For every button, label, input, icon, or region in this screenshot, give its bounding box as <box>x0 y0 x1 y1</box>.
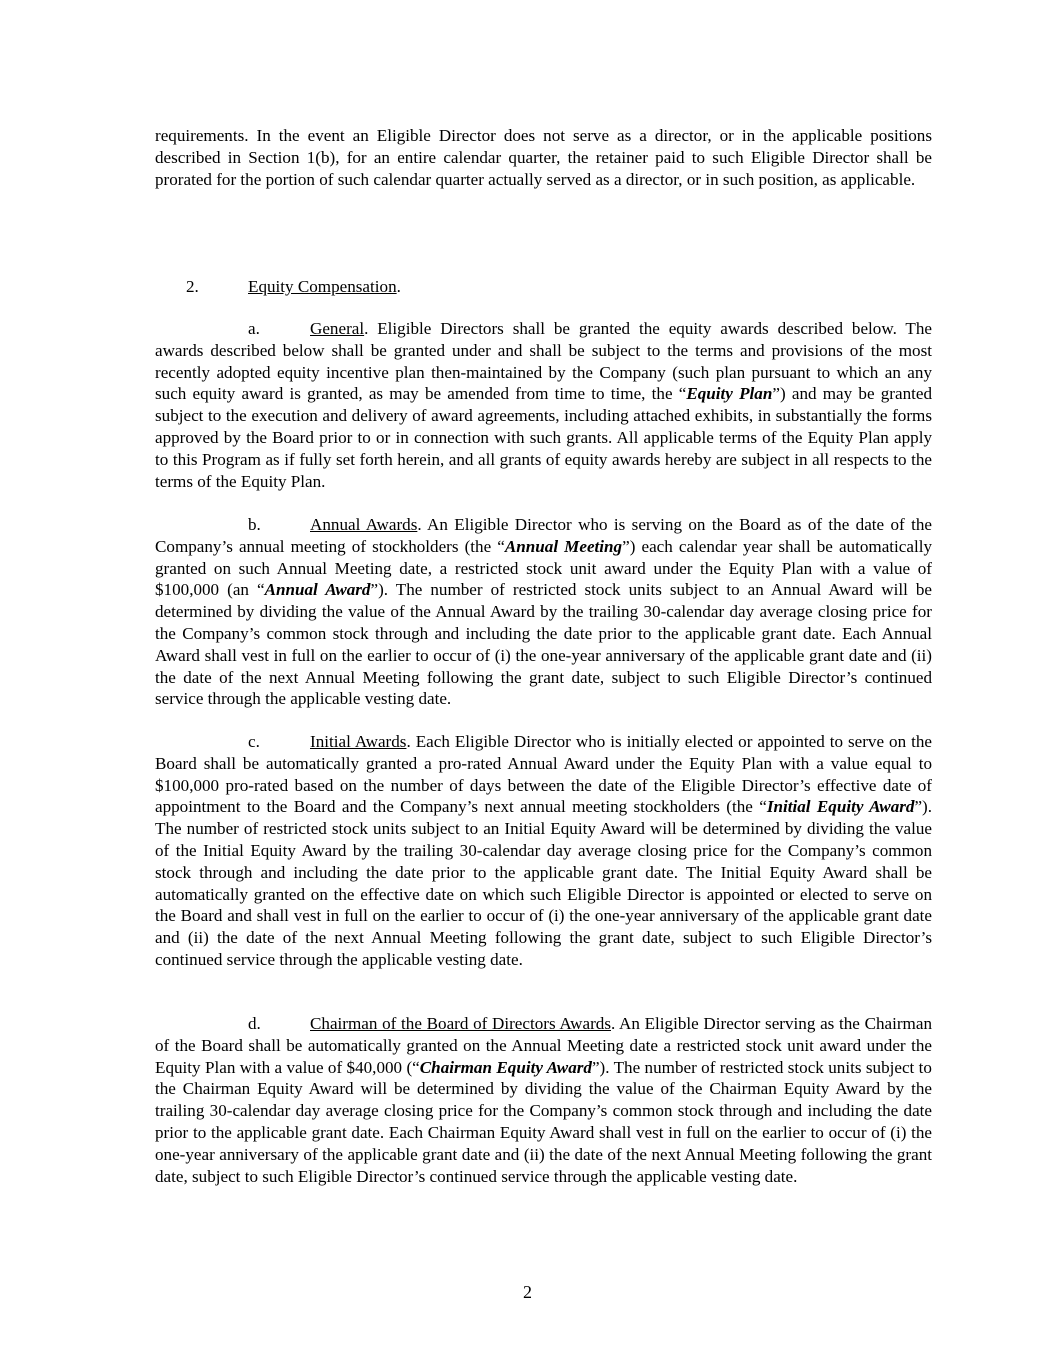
paragraph-a-letter: a. <box>248 319 260 338</box>
section-title-suffix: . <box>396 277 401 296</box>
paragraph-b-text-1: . An Eligible Director who is serving on the Board as of the date of the Company’s annual meeting of stockholders (the “ <box>155 515 932 556</box>
paragraph-d-text-2: ”). The number of restricted stock units subject to the Chairman Equity Award will be determined by dividing the value of the Chairman Equity Award by the trailing 30-calendar day average closing price for the Company’s common stock through and including the date prior to the applicable grant date. Each Chairman Equity Award shall vest in full on the earlier to occur of (i) the one-year anniversary of the applicable grant date and (ii) the date of the next Annual Meeting following the grant date, subject to such Eligible Director’s continued service through the applicable vesting date. <box>155 1057 932 1186</box>
paragraph-b-text-3: ”). The number of restricted stock units subject to an Annual Award will be determined by dividing the value of the Annual Award by the trailing 30-calendar day average closing price for the Company’s common stock through and including the date prior to the applicable grant date. Each Annual Award shall vest in full on the earlier to occur of (i) the one-year anniversary of the applicable grant date and (ii) the date of the next Annual Meeting following the grant date, subject to such Eligible Director’s continued service through the applicable vesting date. <box>155 580 933 709</box>
paragraph-c <box>155 731 932 971</box>
paragraph-b-text-2: ”) each calendar year shall be automatically granted on such Annual Meeting date, a restricted stock unit award under the Equity Plan with a value of $100,000 (an “ <box>155 536 932 600</box>
paragraph-d <box>155 1013 932 1187</box>
section-number: 2. <box>186 277 199 296</box>
paragraph-a <box>155 318 932 492</box>
paragraph-b-title: Annual Awards <box>310 515 418 534</box>
defined-term-equity-plan: Equity Plan <box>686 384 773 404</box>
paragraph-b <box>155 514 932 710</box>
intro-text: requirements. In the event an Eligible Director does not serve as a director, or in the applicable positions described in Section 1(b), for an entire calendar quarter, the retainer paid to such Eligible Director shall be prorated for the portion of such calendar quarter actually served as a director, or in such position, as applicable. <box>155 126 932 189</box>
paragraph-a-text-2: ”) and may be granted subject to the execution and delivery of award agreements, including attached exhibits, in substantially the forms approved by the Board prior to or in connection with such grants. All applicable terms of the Equity Plan apply to this Program as if fully set forth herein, and all grants of equity awards hereby are subject in all respects to the terms of the Equity Plan. <box>155 384 933 491</box>
paragraph-c-text-1: . Each Eligible Director who is initially elected or appointed to serve on the Board shall be automatically granted a pro-rated Annual Award under the Equity Plan with a value equal to $100,000 pro-rated based on the number of days between the date of the Eligible Director’s effective date of appointment to the Board and the Company’s next annual meeting stockholders (the “ <box>155 732 932 817</box>
defined-term-chairman-equity-award: Chairman Equity Award <box>419 1057 592 1077</box>
paragraph-c-text-2: ”). The number of restricted stock units subject to an Initial Equity Award will be determined by dividing the value of the Initial Equity Award by the trailing 30-calendar day average closing price for the Company’s common stock through and including the date prior to the applicable grant date. The Initial Equity Award shall be automatically granted on the effective date on which such Eligible Director is appointed or elected to serve on the Board and shall vest in full on the earlier to occur of (i) the one-year anniversary of the applicable grant date and (ii) the date of the next Annual Meeting following the grant date, subject to such Eligible Director’s continued service through the applicable vesting date. <box>155 797 933 969</box>
paragraph-b-letter: b. <box>248 515 261 534</box>
paragraph-d-letter: d. <box>248 1014 261 1033</box>
intro-paragraph <box>155 125 932 190</box>
section-heading <box>186 276 401 298</box>
paragraph-a-title: General <box>310 319 365 338</box>
section-title: Equity Compensation <box>248 277 397 296</box>
paragraph-a-text-1: . Eligible Directors shall be granted the equity awards described below. The awards described below shall be granted under and shall be subject to the terms and provisions of the most recently adopted equity incentive plan then-maintained by the Company (such plan pursuant to which an any such equity award is granted, as may be amended from time to time, the “ <box>155 319 932 404</box>
page-number: 2 <box>523 1282 532 1302</box>
defined-term-initial-equity-award: Initial Equity Award <box>766 797 915 817</box>
defined-term-annual-award: Annual Award <box>264 580 371 600</box>
defined-term-annual-meeting: Annual Meeting <box>504 536 623 556</box>
paragraph-c-title: Initial Awards <box>310 732 407 751</box>
paragraph-c-letter: c. <box>248 732 260 751</box>
paragraph-d-title: Chairman of the Board of Directors Awards <box>310 1014 611 1033</box>
paragraph-d-text-1: . An Eligible Director serving as the Chairman of the Board shall be automatically granted on the Annual Meeting date a restricted stock unit award under the Equity Plan with a value of $40,000 (“ <box>155 1014 932 1077</box>
